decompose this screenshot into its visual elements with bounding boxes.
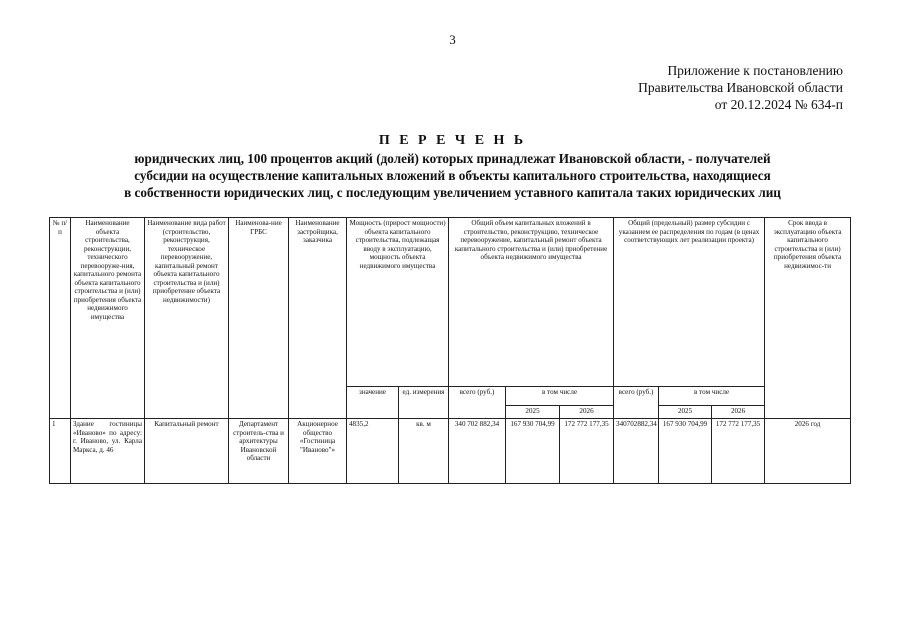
header-num: № п/п [50,218,71,419]
header-grbs: Наименова-ние ГРБС [229,218,289,419]
cell-investment-2025: 167 930 704,99 [506,419,560,484]
document-title: П Е Р Е Ч Е Н Ь [378,133,527,148]
recipients-table [49,217,851,484]
header-investment: Общий объем капитальных вложений в строительство, реконструкцию, техническое перевооружение, капитальный ремонт объекта капитального строительства и (или) приобретение объекта недвижимого имущества [449,218,614,387]
cell-subsidy-2025: 167 930 704,99 [659,419,712,484]
subheader-subsidy-2025: 2025 [659,406,712,419]
appendix-line-3: от 20.12.2024 № 634-п [714,97,843,112]
appendix-line-1: Приложение к постановлению [667,63,843,78]
cell-investment-total: 340 702 882,34 [449,419,506,484]
appendix-line-2: Правительства Ивановской области [638,80,843,95]
cell-grbs: Департамент строитель-ства и архитектуры Ивановской области [229,419,289,484]
table-row [50,419,851,484]
subheader-investment-including: в том числе [506,387,614,406]
page-number: 3 [449,32,456,47]
subheader-capacity-unit: ед. измерения [399,387,449,419]
cell-developer: Акционерное общество «Гостиница "Иваново"» [289,419,347,484]
subtitle-line-3: в собственности юридических лиц, с последующим увеличением уставного капитала таких юридических лиц [124,185,781,200]
header-subsidy: Общий (предельный) размер субсидии с указанием ее распределения по годам (в ценах соответствующих лет реализации проекта) [614,218,765,387]
header-object: Наименование объекта строительства, реконструкции, технического перевооруже-ния, капитального ремонта объекта капитального строительства и (или) приобретения объекта недвижимого имущества [71,218,145,419]
subheader-capacity-value: значение [347,387,399,419]
subheader-investment-total: всего (руб.) [449,387,506,419]
cell-capacity-unit: кв. м [399,419,449,484]
cell-deadline: 2026 год [765,419,851,484]
cell-investment-2026: 172 772 177,35 [560,419,614,484]
subheader-investment-2025: 2025 [506,406,560,419]
subheader-subsidy-including: в том числе [659,387,765,406]
cell-num: 1 [50,419,71,484]
header-developer: Наименование застройщика, заказчика [289,218,347,419]
cell-object: Здание гостиницы «Иваново» по адресу: г. Иваново, ул. Карла Маркса, д. 46 [71,419,145,484]
subtitle-line-2: субсидии на осуществление капитальных вложений в объекты капитального строительства, находящиеся [134,168,771,183]
header-capacity: Мощность (прирост мощности) объекта капитального строительства, подлежащая вводу в эксплуатацию, мощность объекта недвижимого имущества [347,218,449,387]
cell-work-type: Капитальный ремонт [145,419,229,484]
subheader-investment-2026: 2026 [560,406,614,419]
subheader-subsidy-2026: 2026 [712,406,765,419]
cell-subsidy-2026: 172 772 177,35 [712,419,765,484]
title-block [40,132,865,201]
appendix-note [638,62,843,113]
subheader-subsidy-total: всего (руб.) [614,387,659,419]
subtitle-line-1: юридических лиц, 100 процентов акций (долей) которых принадлежат Ивановской области, - получателей [134,151,771,166]
header-work-type: Наименование вида работ (строительство, реконструкция, техническое перевооружение, капитальный ремонт объекта капитального строительства и (или) приобретение объекта недвижимости) [145,218,229,419]
cell-capacity-value: 4835,2 [347,419,399,484]
header-row [50,218,851,387]
cell-subsidy-total: 340702882,34 [614,419,659,484]
header-deadline: Срок ввода в эксплуатацию объекта капитального строительства и (или) приобретения объекта недвижимос-ти [765,218,851,419]
